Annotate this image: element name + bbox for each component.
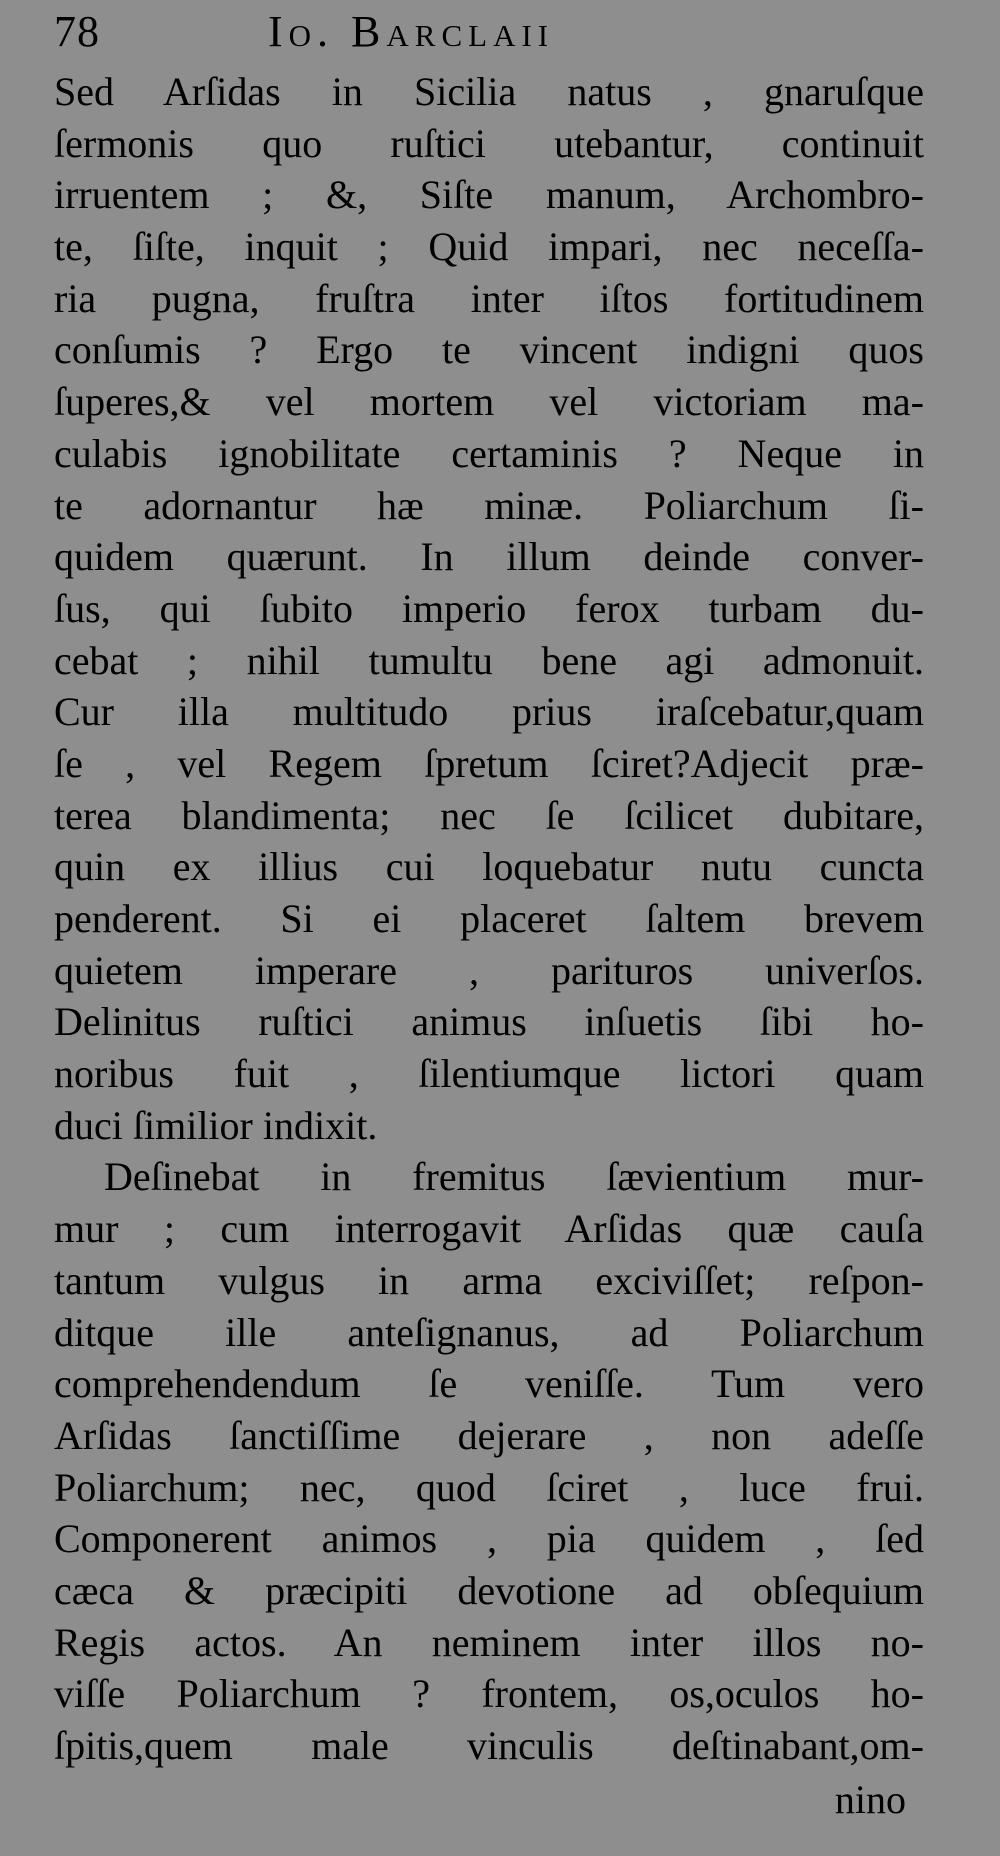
text-line: conſumis ? Ergo te vincent indigni quos: [54, 327, 924, 373]
text-line: noribus fuit , ſilentiumque lictori quam: [54, 1051, 924, 1097]
text-line: Cur illa multitudo prius iraſcebatur,quam: [54, 689, 924, 735]
text-line: cæca & præcipiti devotione ad obſequium: [54, 1567, 924, 1613]
text-line: ſuperes,& vel mortem vel victoriam ma-: [54, 379, 924, 425]
running-head: Io. Barclaii: [268, 7, 555, 56]
text-line: mur ; cum interrogavit Arſidas quæ cauſa: [54, 1206, 924, 1252]
text-line: quietem imperare , parituros univerſos.: [54, 947, 924, 993]
text-line: penderent. Si ei placeret ſaltem brevem: [54, 896, 924, 941]
text-line: ditque ille anteſignanus, ad Poliarchum: [54, 1309, 924, 1355]
text-line: Componerent animos , pia quidem , ſed: [54, 1516, 924, 1562]
text-line: te adornantur hæ minæ. Poliarchum ſi-: [54, 482, 924, 528]
text-line: quidem quærunt. In illum deinde conver-: [54, 534, 924, 580]
text-line: ſe , vel Regem ſpretum ſciret?Adjecit præ-: [54, 740, 924, 786]
text-line: culabis ignobilitate certaminis ? Neque in: [54, 430, 924, 476]
text-line: te, ſiſte, inquit ; Quid impari, nec neceſſa-: [54, 224, 924, 270]
text-line: viſſe Poliarchum ? frontem, os,oculos ho-: [54, 1671, 924, 1717]
page-number: 78: [54, 7, 100, 56]
text-line: Deſinebat in fremitus ſævientium mur-: [104, 1154, 924, 1200]
text-line: ſus, qui ſubito imperio ferox turbam du-: [54, 585, 924, 631]
text-line: ſermonis quo ruſtici utebantur, continuit: [54, 120, 924, 166]
text-line: Sed Arſidas in Sicilia natus , gnaruſque: [54, 69, 924, 114]
body-text: [54, 66, 924, 1772]
text-line: Regis actos. An neminem inter illos no-: [54, 1619, 924, 1665]
text-line: Delinitus ruſtici animus inſuetis ſibi ho-: [54, 999, 924, 1045]
text-line: Arſidas ſanctiſſime dejerare , non adeſſe: [54, 1412, 924, 1458]
page-header: [54, 8, 954, 56]
text-line: duci ſimilior indixit.: [54, 1102, 378, 1148]
text-line: terea blandimenta; nec ſe ſcilicet dubitare,: [54, 792, 924, 838]
paragraph: [54, 1151, 924, 1771]
text-line: quin ex illius cui loquebatur nutu cuncta: [54, 844, 924, 890]
catchword: nino: [834, 1777, 906, 1822]
text-line: ſpitis,quem male vinculis deſtinabant,om-: [54, 1723, 924, 1768]
text-line: comprehendendum ſe veniſſe. Tum vero: [54, 1361, 924, 1407]
text-line: cebat ; nihil tumultu bene agi admonuit.: [54, 637, 924, 683]
text-line: ria pugna, fruſtra inter iſtos fortitudinem: [54, 275, 924, 321]
text-line: tantum vulgus in arma exciviſſet; reſpon-: [54, 1257, 924, 1303]
text-line: irruentem ; &, Siſte manum, Archombro-: [54, 172, 924, 218]
paragraph: [54, 66, 924, 1151]
text-line: Poliarchum; nec, quod ſciret , luce frui.: [54, 1464, 924, 1510]
